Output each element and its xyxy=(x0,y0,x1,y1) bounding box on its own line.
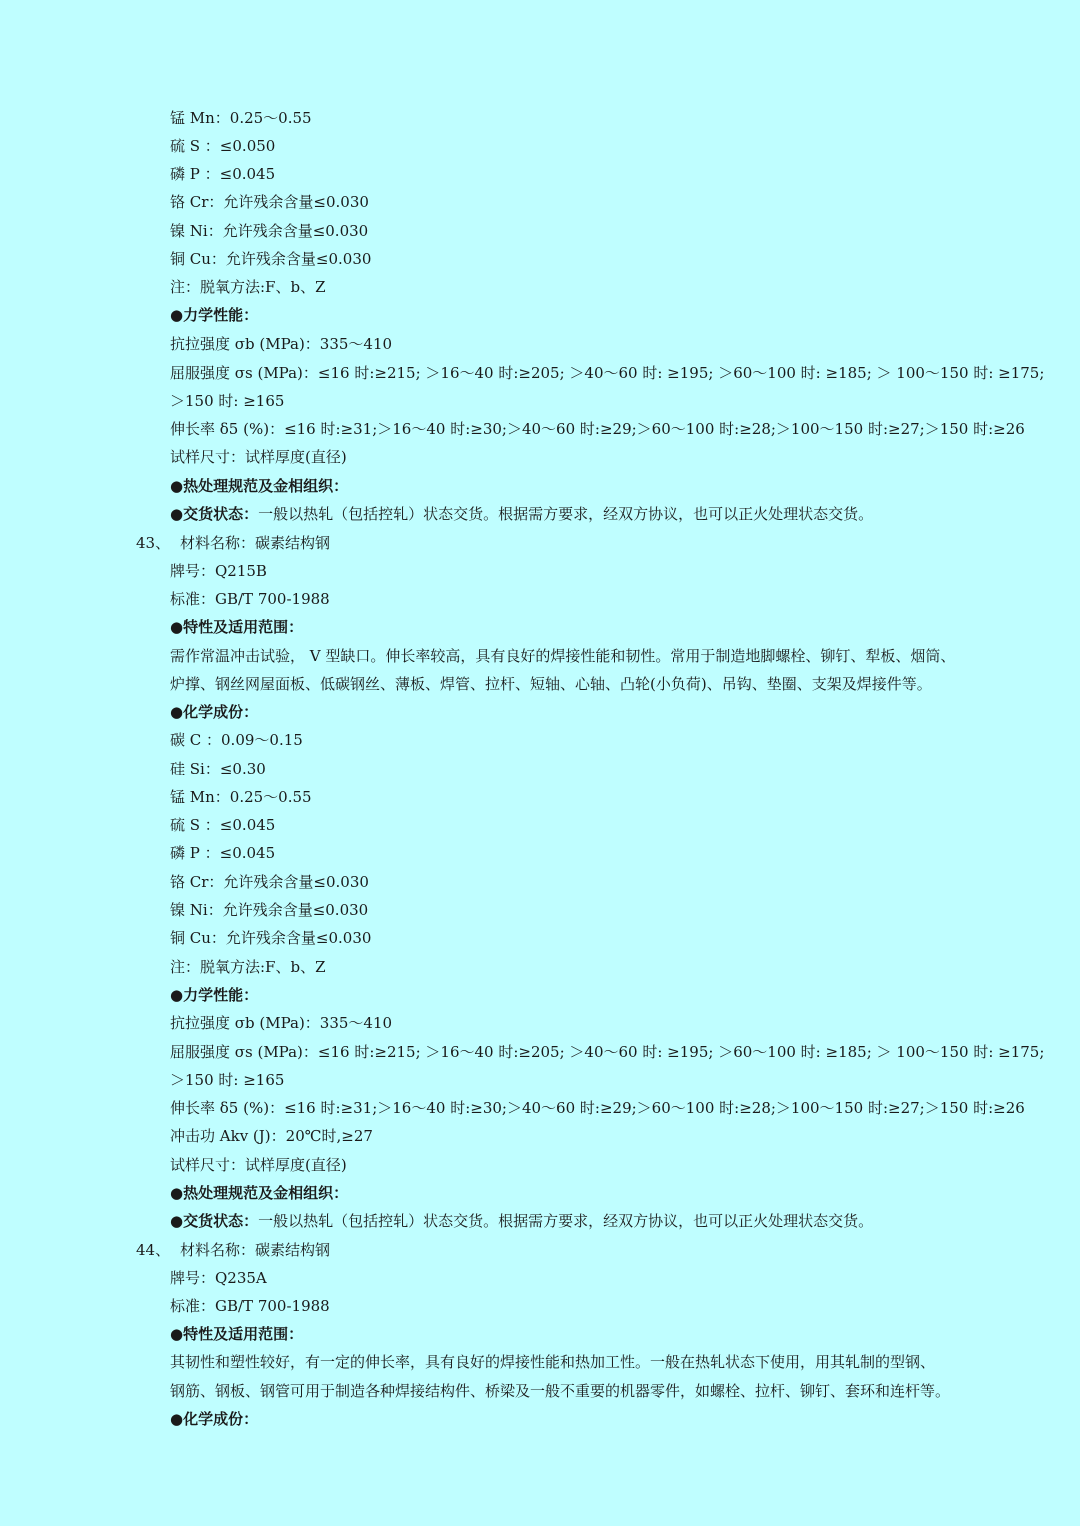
text-line: 镍 Ni：允许残余含量≤0.030 xyxy=(170,222,369,240)
text-line: 伸长率 δ5 (%)：≤16 时:≥31;＞16～40 时:≥30;＞40～60 时:≥29;＞60～100 时:≥28;＞100～150 时:≥27;＞150 时:≥26 xyxy=(170,1099,1025,1117)
item-title: 材料名称：碳素结构钢 xyxy=(180,534,331,552)
text-line: 需作常温冲击试验， V 型缺口。伸长率较高，具有良好的焊接性能和韧性。常用于制造地脚螺栓、铆钉、犁板、烟筒、 xyxy=(170,647,956,665)
text-line: 牌号：Q215B xyxy=(170,562,267,580)
delivery-label: ●交货状态： xyxy=(170,1212,259,1230)
text-line: 试样尺寸：试样厚度(直径) xyxy=(170,1156,347,1174)
section-heading: ●特性及适用范围： xyxy=(170,618,304,636)
text-line: 钢筋、钢板、钢管可用于制造各种焊接结构件、桥梁及一般不重要的机器零件，如螺栓、拉杆、铆钉、套环和连杆等。 xyxy=(170,1382,951,1400)
text-line: ＞150 时: ≥165 xyxy=(170,1071,285,1089)
text-line: 铬 Cr：允许残余含量≤0.030 xyxy=(170,873,369,891)
text-line: 硫 S ：≤0.050 xyxy=(170,137,276,155)
text-line: 屈服强度 σs (MPa)：≤16 时:≥215; ＞16～40 时:≥205; ＞40～60 时: ≥195; ＞60～100 时: ≥185; ＞ 100～150 时: ≥175; xyxy=(170,1043,1045,1061)
section-heading: ●力学性能： xyxy=(170,306,259,324)
text-line: 冲击功 Akv (J)：20℃时,≥27 xyxy=(170,1127,373,1145)
section-heading: ●特性及适用范围： xyxy=(170,1325,304,1343)
item-header xyxy=(136,1240,1020,1260)
section-heading: ●力学性能： xyxy=(170,986,259,1004)
text-line: 硅 Si：≤0.30 xyxy=(170,760,266,778)
text-line: 试样尺寸：试样厚度(直径) xyxy=(170,448,347,466)
section-heading: ●热处理规范及金相组织： xyxy=(170,477,349,495)
text-line: 抗拉强度 σb (MPa)：335～410 xyxy=(170,1014,393,1032)
delivery-label: ●交货状态： xyxy=(170,505,259,523)
text-line: 镍 Ni：允许残余含量≤0.030 xyxy=(170,901,369,919)
text-line: 铜 Cu：允许残余含量≤0.030 xyxy=(170,250,372,268)
text-line: 注：脱氧方法:F、b、Z xyxy=(170,958,326,976)
text-line: 铬 Cr：允许残余含量≤0.030 xyxy=(170,193,369,211)
text-line: 其韧性和塑性较好，有一定的伸长率，具有良好的焊接性能和热加工性。一般在热轧状态下使用，用其轧制的型钢、 xyxy=(170,1353,936,1371)
text-line: 牌号：Q235A xyxy=(170,1269,267,1287)
text-line: 抗拉强度 σb (MPa)：335～410 xyxy=(170,335,393,353)
section-heading: ●化学成份： xyxy=(170,1410,259,1428)
item-number: 43、 xyxy=(136,534,171,552)
item-header xyxy=(136,533,1020,553)
text-line: ＞150 时: ≥165 xyxy=(170,392,285,410)
delivery-text: 一般以热轧（包括控轧）状态交货。根据需方要求，经双方协议，也可以正火处理状态交货。 xyxy=(258,505,874,523)
text-line: 标准：GB/T 700-1988 xyxy=(170,590,330,608)
text-line: 伸长率 δ5 (%)：≤16 时:≥31;＞16～40 时:≥30;＞40～60 时:≥29;＞60～100 时:≥28;＞100～150 时:≥27;＞150 时:≥26 xyxy=(170,420,1025,438)
text-line: 锰 Mn：0.25～0.55 xyxy=(170,788,312,806)
text-line: 硫 S ：≤0.045 xyxy=(170,816,276,834)
text-line: 屈服强度 σs (MPa)：≤16 时:≥215; ＞16～40 时:≥205; ＞40～60 时: ≥195; ＞60～100 时: ≥185; ＞ 100～150 时: ≥175; xyxy=(170,364,1045,382)
text-line: 锰 Mn：0.25～0.55 xyxy=(170,109,312,127)
text-line: 铜 Cu：允许残余含量≤0.030 xyxy=(170,929,372,947)
text-line: 磷 P ：≤0.045 xyxy=(170,844,276,862)
text-line: 炉撑、钢丝网屋面板、低碳钢丝、薄板、焊管、拉杆、短轴、心轴、凸轮(小负荷)、吊钩、垫圈、支架及焊接件等。 xyxy=(170,675,932,693)
text-line: 磷 P ：≤0.045 xyxy=(170,165,276,183)
section-heading: ●热处理规范及金相组织： xyxy=(170,1184,349,1202)
item-title: 材料名称：碳素结构钢 xyxy=(180,1241,331,1259)
text-line: 注：脱氧方法:F、b、Z xyxy=(170,278,326,296)
item-number: 44、 xyxy=(136,1241,171,1259)
delivery-text: 一般以热轧（包括控轧）状态交货。根据需方要求，经双方协议，也可以正火处理状态交货。 xyxy=(258,1212,874,1230)
section-heading: ●化学成份： xyxy=(170,703,259,721)
delivery-line xyxy=(170,1211,1020,1231)
delivery-line xyxy=(170,504,1020,524)
text-line: 碳 C ：0.09～0.15 xyxy=(170,731,303,749)
text-line: 标准：GB/T 700-1988 xyxy=(170,1297,330,1315)
